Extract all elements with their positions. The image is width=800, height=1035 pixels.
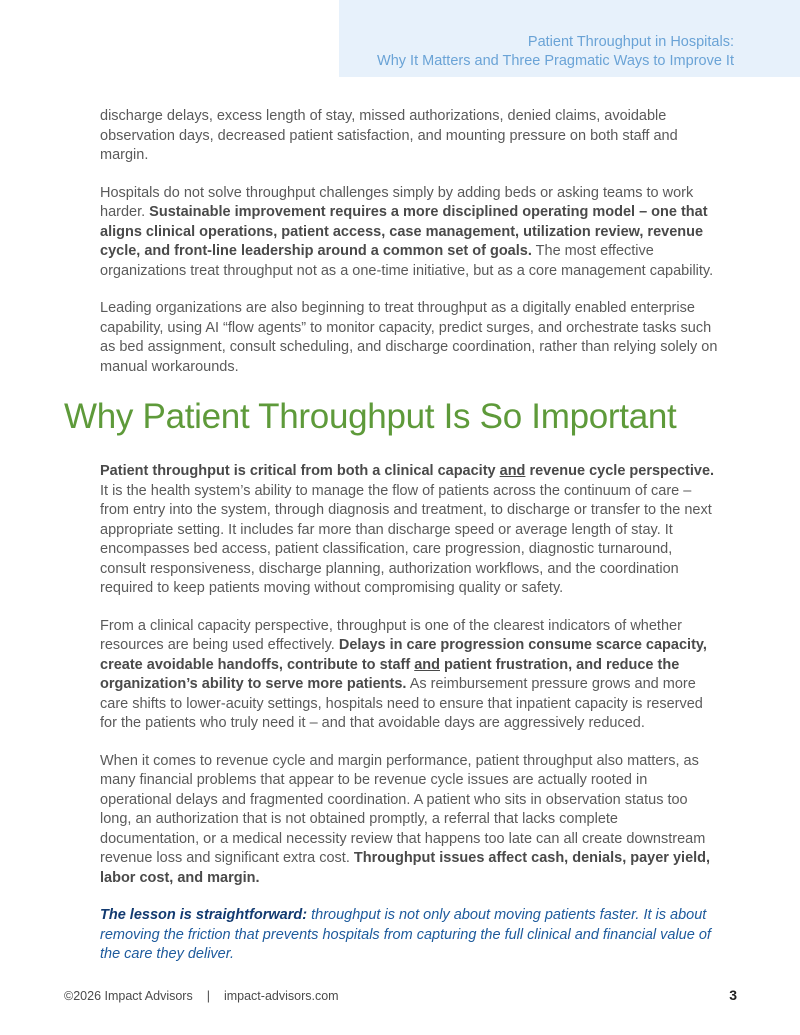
section-paragraph-1-bold-a: Patient throughput is critical from both a clinical capacity [100,463,500,479]
lesson-text: throughput is not only about moving patients faster. It is about removing the friction that prevents hospitals from capturing the full clinical and financial value of the care they deliver. [100,907,711,962]
section-paragraph-1-text: It is the health system’s ability to manage the flow of patients across the continuum of care – from entry into the system, through diagnosis and treatment, to discharge or transfer to the next appropriate setting. It includes far more than discharge speed or average length of stay. It encompasses bed access, patient classification, care progression, diagnostic turnaround, consult responsiveness, discharge planning, authorization workflows, and the coordination required to keep patients moving without compromising quality or safety. [100,482,712,596]
section-paragraph-2 [100,617,720,734]
footer-website-link[interactable]: impact-advisors.com [223,989,339,1003]
intro-paragraph-2-tail: The most effective organizations treat throughput not as a one-time initiative, but as a core management capability. [100,243,714,279]
section-paragraph-1-underline: and [499,463,526,479]
section-paragraph-1 [100,462,720,599]
intro-body [100,107,720,395]
section-body [100,462,720,983]
section-paragraph-3 [100,752,720,889]
lesson-lead: The lesson is straightforward: [100,907,308,923]
page-number: 3 [729,987,737,1003]
section-paragraph-2-bold-a: Delays in care progression consume scarce capacity, create avoidable handoffs, contribute to staff [100,637,707,673]
document-title-line-2: Why It Matters and Three Pragmatic Ways to Improve It [377,53,734,69]
footer-copyright: ©2026 Impact Advisors [64,989,193,1003]
intro-paragraph-2 [100,184,720,282]
section-paragraph-3-text: When it comes to revenue cycle and margin performance, patient throughput also matters, as many financial problems that appear to be revenue cycle issues are actually rooted in operational delays and fragmented coordination. A patient who sits in observation status too long, an authorization that is not obtained promptly, a referral that lacks complete documentation, or a medical necessity review that happens too late can all create downstream revenue loss and significant extra cost. [100,752,706,866]
section-paragraph-3-bold: Throughput issues affect cash, denials, payer yield, labor cost, and margin. [100,850,711,886]
intro-paragraph-2-text: Hospitals do not solve throughput challenges simply by adding beds or asking teams to work harder. [100,184,694,220]
footer-separator: | [206,989,210,1003]
intro-paragraph-3: Leading organizations are also beginning to treat throughput as a digitally enabled enterprise capability, using AI “flow agents” to monitor capacity, predict surges, and orchestrate tasks such as bed assignment, consult scheduling, and discharge coordination, rather than relying solely on manual workarounds. [100,300,718,375]
intro-paragraph-1: discharge delays, excess length of stay, missed authorizations, denied claims, avoidable observation days, decreased patient satisfaction, and mounting pressure on both staff and margin. [100,108,678,163]
section-paragraph-2-underline: and [414,656,440,673]
section-heading: Why Patient Throughput Is So Important [64,397,677,436]
section-paragraph-2-text: From a clinical capacity perspective, throughput is one of the clearest indicators of whether resources are being used effectively. [100,617,682,653]
section-paragraph-2-tail: As reimbursement pressure grows and more care shifts to lower-acuity settings, hospitals need to ensure that inpatient capacity is reserved for the patients who truly need it – and that avoidable days are aggressively reduced. [100,676,703,731]
document-title [314,33,734,71]
lesson-callout [100,906,720,965]
section-paragraph-2-bold-b: patient frustration, and reduce the organization’s ability to serve more patients. [100,656,680,692]
document-title-line-1: Patient Throughput in Hospitals: [527,34,734,50]
section-paragraph-1-bold-b: revenue cycle perspective. [525,463,715,479]
footer [64,989,339,1003]
intro-paragraph-2-bold: Sustainable improvement requires a more disciplined operating model – one that aligns clinical operations, patient access, case management, utilization review, revenue cycle, and front-line leadership around a common set of goals. [100,204,708,259]
